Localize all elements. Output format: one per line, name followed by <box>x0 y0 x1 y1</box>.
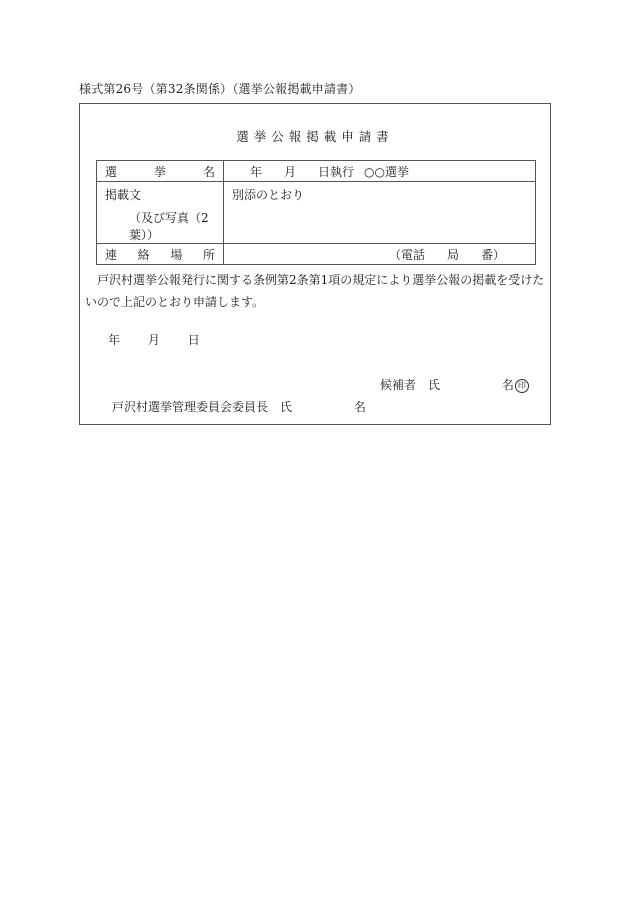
application-date <box>108 331 200 348</box>
chair-label: 戸沢村選挙管理委員会委員長 氏 <box>112 400 293 414</box>
attachment-value-cell <box>224 182 536 244</box>
candidate-signature <box>380 376 529 393</box>
election-year: 年 <box>250 164 263 179</box>
election-label: 選 挙 名 <box>97 161 224 182</box>
chair-name-suffix: 名 <box>353 400 366 414</box>
form-title: 選挙公報掲載申請書 <box>236 129 394 144</box>
phone-open: （電話 <box>388 247 425 262</box>
form-number: 様式第26号（第32条関係）（選挙公報掲載申請書） <box>79 82 361 96</box>
application-info-table <box>96 160 536 265</box>
date-year: 年 <box>108 333 121 347</box>
attachment-label: 掲載文 <box>105 188 142 202</box>
seal-icon: 印 <box>515 379 529 393</box>
election-name: ○○選挙 <box>364 164 409 179</box>
attachment-value: 別添のとおり <box>232 188 305 202</box>
candidate-label: 候補者 氏 <box>380 378 441 392</box>
phone-area: 局 <box>446 247 459 262</box>
application-statement: 戸沢村選挙公報発行に関する条例第2条第1項の規定により選挙公報の掲載を受けたいので上記のとおり申請します。 <box>85 273 545 309</box>
chair-signature <box>112 398 366 415</box>
election-row <box>97 161 536 182</box>
contact-value <box>224 244 536 265</box>
attachment-row <box>97 182 536 244</box>
date-month: 月 <box>147 333 160 347</box>
contact-label: 連 絡 場 所 <box>97 244 224 265</box>
phone-close: 番） <box>480 247 505 262</box>
date-day: 日 <box>187 333 200 347</box>
attachment-photo-note: （及び写真（2葉）） <box>129 211 209 242</box>
election-value <box>224 161 536 182</box>
attachment-label-cell <box>97 182 224 244</box>
contact-row <box>97 244 536 265</box>
application-form-frame <box>79 103 551 425</box>
election-day: 日執行 <box>318 164 355 179</box>
election-month: 月 <box>284 164 297 179</box>
candidate-name-suffix: 名 <box>501 378 514 392</box>
